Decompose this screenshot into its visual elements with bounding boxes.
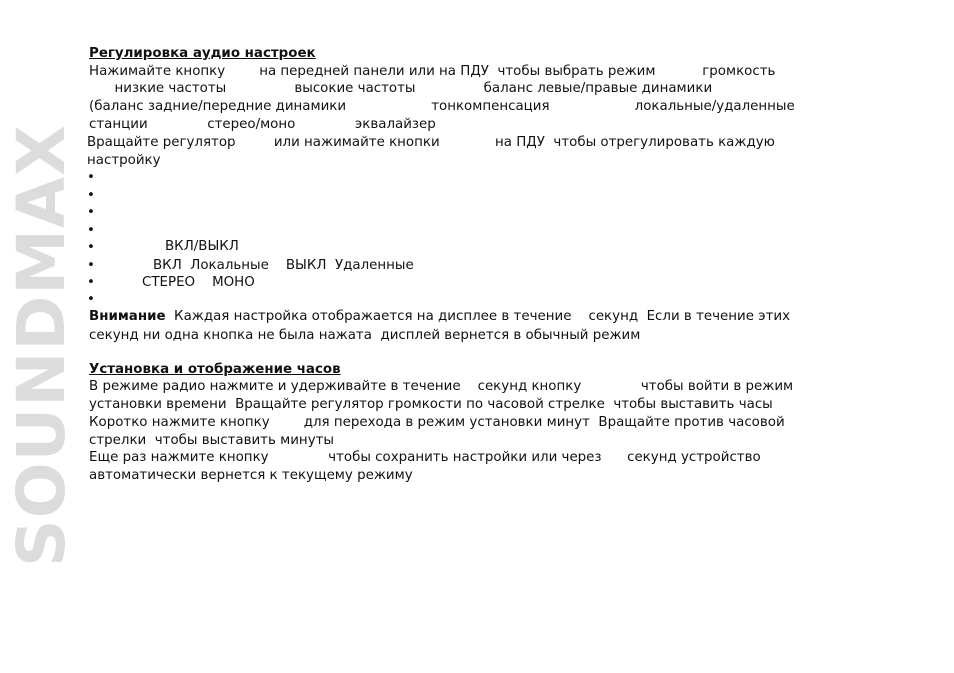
text-line: станции стерео/моно эквалайзер (89, 117, 436, 132)
text-line: (баланс задние/передние динамики тонкомпенсация локальные/удаленные (89, 99, 795, 114)
text-line: установки времени Вращайте регулятор громкости по часовой стрелке чтобы выставить часы (89, 397, 773, 412)
bullet-marker: • (87, 188, 95, 203)
bullet-marker: • (87, 170, 95, 185)
section-heading-audio: Регулировка аудио настроек (89, 46, 316, 61)
text-line: низкие частоты высокие частоты баланс левые/правые динамики (89, 81, 713, 96)
text-line: В режиме радио нажмите и удерживайте в течение секунд кнопку чтобы войти в режим (89, 379, 794, 394)
bullet-marker: • (87, 292, 95, 307)
bullet-marker: • (87, 240, 95, 255)
note-line: секунд ни одна кнопка не была нажата дисплей вернется в обычный режим (89, 328, 641, 343)
note-text: Каждая настройка отображается на дисплее в течение секунд Если в течение этих (165, 309, 791, 324)
text-line: Коротко нажмите кнопку для перехода в режим установки минут Вращайте против часовой (89, 415, 785, 430)
bullet-marker: • (87, 275, 95, 290)
bullet-marker: • (87, 223, 95, 238)
soundmax-watermark-logo (2, 50, 80, 640)
note-label: Внимание (89, 309, 166, 324)
text-line: стрелки чтобы выставить минуты (89, 433, 334, 448)
text-line: Нажимайте кнопку на передней панели или на ПДУ чтобы выбрать режим громкость (89, 64, 776, 79)
text-line: настройку (87, 153, 161, 168)
text-line: автоматически вернется к текущему режиму (89, 468, 413, 483)
bullet-marker: • (87, 258, 95, 273)
bullet-text-on-off: ВКЛ/ВЫКЛ (165, 239, 239, 254)
logo-text: SOUNDMAX (2, 123, 80, 567)
text-line: Вращайте регулятор или нажимайте кнопки на ПДУ чтобы отрегулировать каждую (87, 135, 775, 150)
note-line (89, 308, 790, 325)
text-line: Еще раз нажмите кнопку чтобы сохранить настройки или через секунд устройство (89, 450, 761, 465)
bullet-marker: • (87, 205, 95, 220)
bullet-text-local-remote: ВКЛ Локальные ВЫКЛ Удаленные (153, 258, 414, 273)
section-heading-clock: Установка и отображение часов (89, 362, 341, 377)
bullet-text-stereo-mono: СТЕРЕО МОНО (142, 275, 255, 290)
